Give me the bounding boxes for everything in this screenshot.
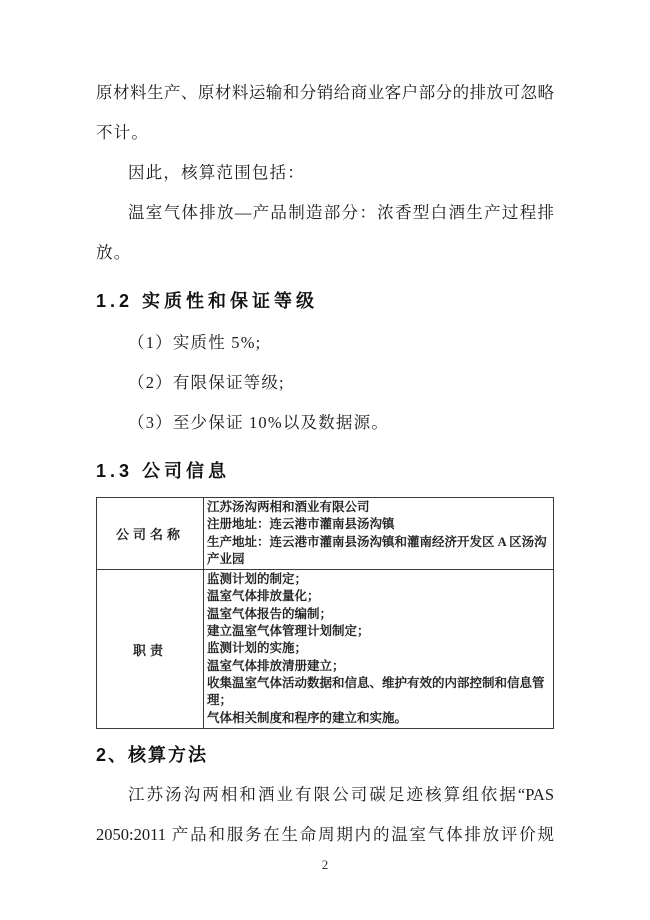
company-info-table: [96, 497, 554, 729]
text-line: 温室气体排放—产品制造部分：浓香型白酒生产过程排: [128, 203, 554, 222]
heading-1-3-company-info: 1.3 公司信息: [96, 461, 231, 481]
text-line: 放。: [96, 243, 132, 262]
text-line: 因此，核算范围包括：: [128, 163, 305, 182]
row-label: 公司名称: [97, 498, 204, 570]
table-text-line: 监测计划的实施；: [207, 641, 308, 656]
paragraph-method: [96, 775, 554, 855]
row-value: [204, 570, 554, 729]
row-label: 职责: [97, 570, 204, 729]
paragraph-continuation: [96, 73, 554, 153]
table-row-duties: [97, 570, 554, 729]
table-text-line: 监测计划的制定；: [207, 572, 308, 587]
materiality-list: [96, 323, 554, 443]
paragraph-scope-intro: [96, 153, 554, 193]
table-text-line: 收集温室气体活动数据和信息、维护有效的内部控制和信息管理；: [207, 675, 545, 708]
table-row-company-name: [97, 498, 554, 570]
table-text-line: 温室气体排放量化；: [207, 589, 320, 604]
table-text-line: 江苏汤沟两相和酒业有限公司: [207, 500, 370, 514]
page-number: 2: [321, 856, 329, 872]
heading-1-2-materiality: 1.2 实质性和保证等级: [96, 291, 319, 311]
table-text-line: 建立温室气体管理计划制定；: [207, 624, 370, 639]
list-item: （1）实质性 5%;: [128, 333, 262, 352]
list-item: （2）有限保证等级;: [128, 373, 285, 392]
list-item: （3）至少保证 10%以及数据源。: [128, 413, 390, 432]
table-text-line: 气体相关制度和程序的建立和实施。: [207, 710, 408, 725]
text-line: 江苏汤沟两相和酒业有限公司碳足迹核算组依据“PAS: [128, 784, 554, 804]
heading-2-accounting-method: 2、核算方法: [96, 744, 209, 765]
text-line: 不计。: [96, 123, 150, 142]
text-line: 2050:2011 产品和服务在生命周期内的温室气体排放评价规: [96, 824, 554, 844]
table-text-line: 生产地址：连云港市灌南县汤沟镇和灌南经济开发区 A 区汤沟产业园: [207, 534, 547, 566]
text-line: 原材料生产、原材料运输和分销给商业客户部分的排放可忽略: [96, 83, 554, 102]
table-text-line: 温室气体排放清册建立；: [207, 658, 345, 673]
row-value: [204, 498, 554, 570]
table-text-line: 温室气体报告的编制；: [207, 606, 333, 621]
table-text-line: 注册地址：连云港市灌南县汤沟镇: [207, 517, 395, 532]
paragraph-scope-detail: [96, 193, 554, 273]
